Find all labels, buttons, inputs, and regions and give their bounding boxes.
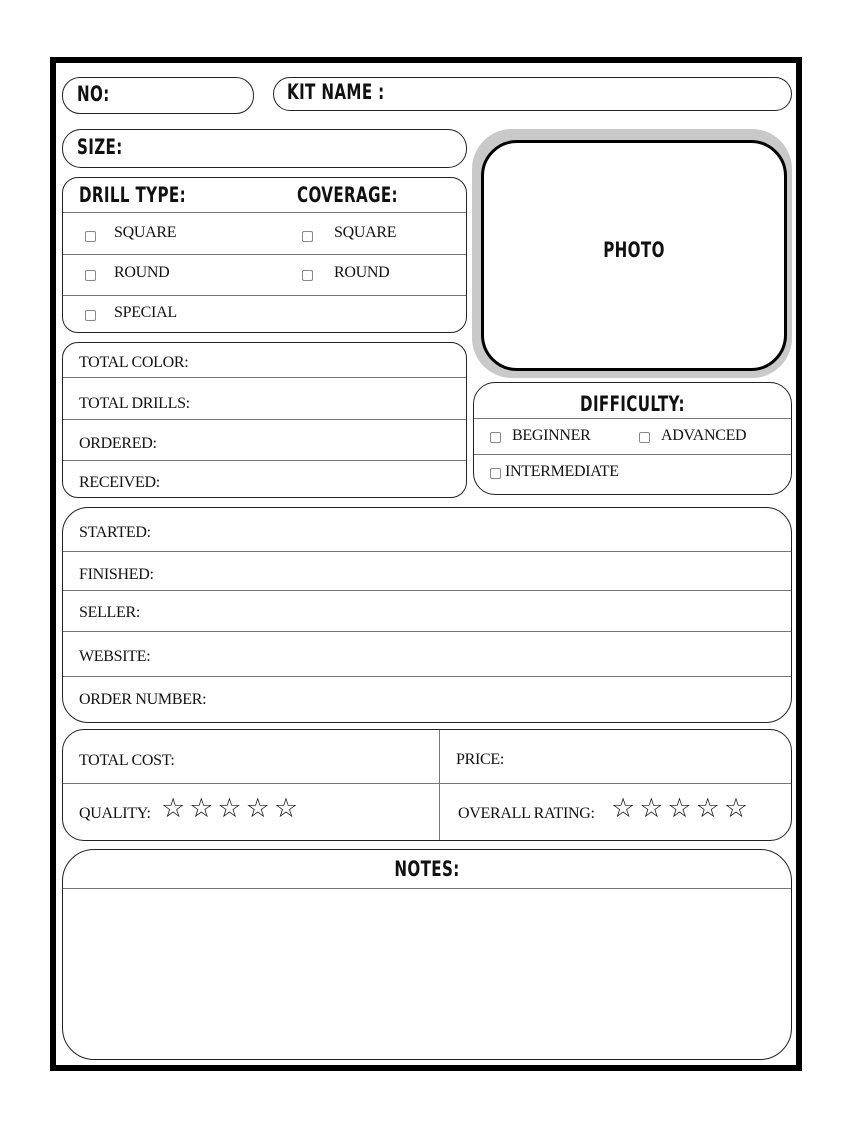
no-label: NO:: [77, 82, 110, 106]
size-field[interactable]: [62, 129, 467, 168]
difficulty-section: [473, 382, 792, 495]
divider: [63, 631, 791, 632]
finished-label: FINISHED:: [79, 566, 154, 583]
price-label: PRICE:: [456, 751, 504, 768]
total-color-label: TOTAL COLOR:: [79, 354, 189, 371]
notes-area[interactable]: [63, 890, 791, 1059]
beginner-label: BEGINNER: [512, 427, 591, 444]
drill-square-checkbox[interactable]: [85, 231, 96, 242]
drill-round-label: ROUND: [114, 264, 170, 281]
divider: [63, 460, 466, 461]
photo-frame-outer: [472, 129, 792, 378]
cost-rating-section: [62, 729, 792, 841]
divider: [63, 888, 791, 889]
intermediate-checkbox[interactable]: [490, 468, 501, 479]
beginner-checkbox[interactable]: [490, 432, 501, 443]
difficulty-heading: DIFFICULTY:: [580, 392, 685, 416]
overall-star-rating[interactable]: ☆☆☆☆☆: [611, 793, 753, 823]
started-label: STARTED:: [79, 524, 151, 541]
divider: [63, 212, 466, 213]
details-section: [62, 507, 792, 723]
size-label: SIZE:: [77, 135, 123, 159]
received-label: RECEIVED:: [79, 474, 160, 491]
divider: [474, 418, 791, 419]
photo-area[interactable]: [481, 140, 787, 371]
coverage-round-checkbox[interactable]: [302, 270, 313, 281]
quality-label: QUALITY:: [79, 805, 151, 822]
advanced-label: ADVANCED: [661, 427, 747, 444]
divider: [63, 783, 791, 784]
coverage-square-label: SQUARE: [334, 224, 397, 241]
coverage-square-checkbox[interactable]: [302, 231, 313, 242]
ordered-label: ORDERED:: [79, 435, 157, 452]
divider: [63, 590, 791, 591]
order-number-label: ORDER NUMBER:: [79, 691, 207, 708]
divider: [63, 419, 466, 420]
drill-type-heading: DRILL TYPE:: [79, 183, 187, 207]
divider: [63, 377, 466, 378]
total-cost-label: TOTAL COST:: [79, 752, 175, 769]
quality-star-rating[interactable]: ☆☆☆☆☆: [161, 793, 303, 823]
advanced-checkbox[interactable]: [639, 432, 650, 443]
divider: [63, 295, 466, 296]
divider: [63, 254, 466, 255]
seller-label: SELLER:: [79, 604, 141, 621]
kit-name-field[interactable]: [273, 77, 792, 111]
drill-square-label: SQUARE: [114, 224, 177, 241]
drill-special-checkbox[interactable]: [85, 310, 96, 321]
coverage-heading: COVERAGE:: [297, 183, 398, 207]
overall-rating-label: OVERALL RATING:: [458, 805, 595, 822]
divider: [63, 551, 791, 552]
drill-coverage-section: [62, 177, 467, 333]
notes-heading: NOTES:: [394, 857, 460, 881]
divider: [439, 730, 440, 840]
intermediate-label: INTERMEDIATE: [505, 463, 619, 480]
notes-section: [62, 849, 792, 1060]
website-label: WEBSITE:: [79, 648, 151, 665]
drill-special-label: SPECIAL: [114, 304, 177, 321]
kit-name-label: KIT NAME :: [287, 80, 385, 104]
coverage-round-label: ROUND: [334, 264, 390, 281]
photo-label: PHOTO: [603, 238, 665, 262]
total-drills-label: TOTAL DRILLS:: [79, 395, 190, 412]
divider: [474, 454, 791, 455]
counts-section: [62, 342, 467, 498]
drill-round-checkbox[interactable]: [85, 270, 96, 281]
no-field[interactable]: [62, 77, 254, 114]
divider: [63, 676, 791, 677]
